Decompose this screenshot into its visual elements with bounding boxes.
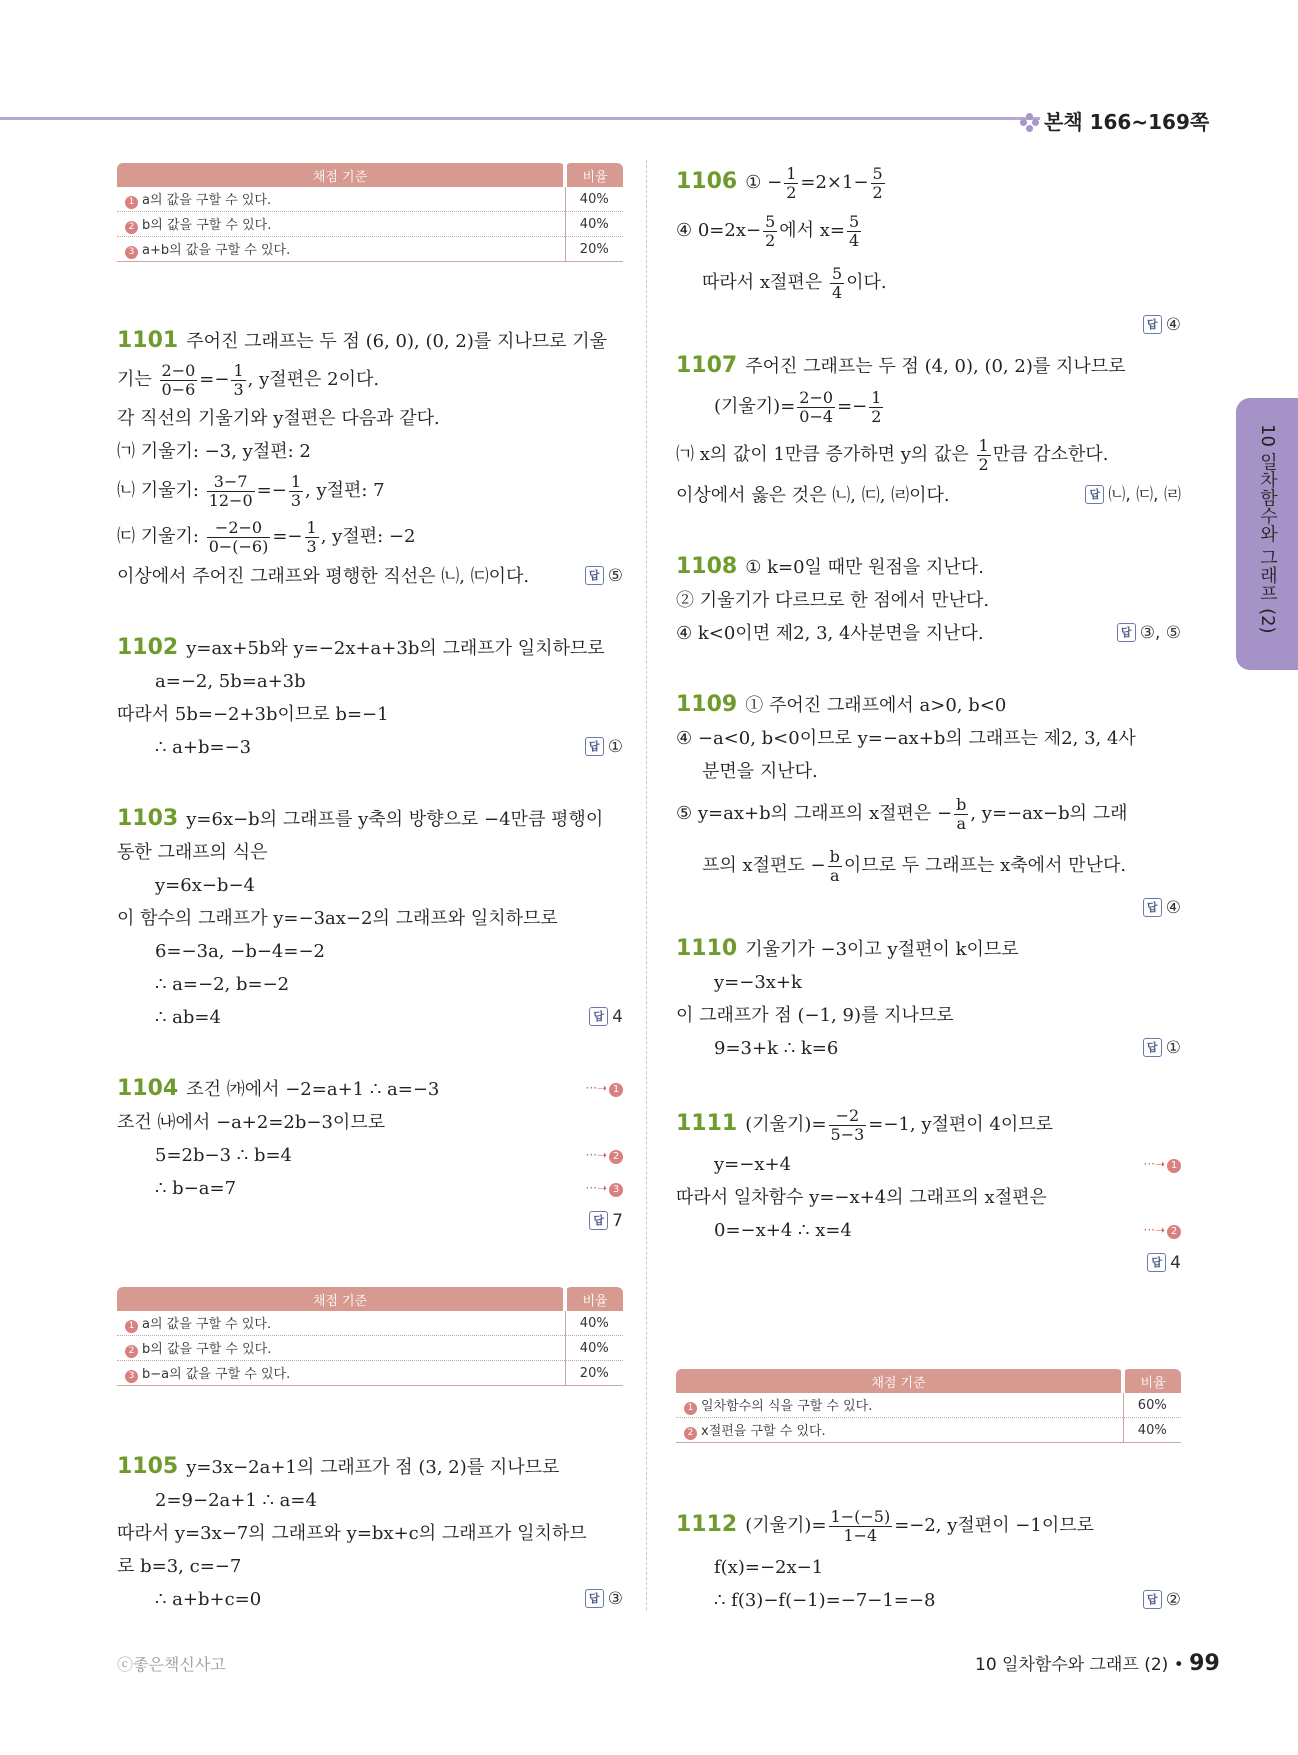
answer-icon: 답 bbox=[585, 737, 604, 756]
table-row: 3 a+b의 값을 구할 수 있다. 20% bbox=[117, 237, 623, 262]
step-marker: ···➝ 2 bbox=[1144, 1214, 1182, 1247]
problem-1105: 1105 y=3x−2a+1의 그래프가 점 (3, 2)를 지나므로 2=9−2a+1 ∴ a=4 따라서 y=3x−7의 그래프와 y=bx+c의 그래프가 일치하므 로 b=3, c=−7 ∴ a+b+c=0 답 ③ bbox=[117, 1450, 623, 1616]
table-header-ratio: 비율 bbox=[565, 163, 623, 187]
chapter-tab-label: 10 일차함수와 그래프 (2) bbox=[1257, 424, 1278, 634]
problem-1111: 1111 (기울기)= $\frac{-2}{5-3}$ =−1, y절편이 4이므로 y=−x+4 ···➝ 1 따라서 일차함수 y=−x+4의 그래프의 x절편은 0=−x+4 ∴ x=4 ···➝ 2 답 4 bbox=[676, 1101, 1181, 1247]
answer-1101: 답 ⑤ bbox=[585, 560, 623, 593]
problem-1108: 1108 ① k=0일 때만 원점을 지난다. ② 기울기가 다르므로 한 점에서 만난다. ④ k<0이면 제2, 3, 4사분면을 지난다. 답 ③, ⑤ bbox=[676, 550, 1181, 650]
grading-table-1111 bbox=[676, 1369, 1181, 1443]
flower-icon bbox=[1020, 113, 1040, 133]
table-row: 2 b의 값을 구할 수 있다. 40% bbox=[117, 212, 623, 237]
chapter-side-tab bbox=[1236, 398, 1298, 670]
table-row: 2 b의 값을 구할 수 있다. 40% bbox=[117, 1336, 623, 1361]
table-row: 1 일차함수의 식을 구할 수 있다. 60% bbox=[676, 1393, 1181, 1418]
answer-icon: 답 bbox=[585, 1589, 604, 1608]
table-row: 2 x절편을 구할 수 있다. 40% bbox=[676, 1418, 1181, 1443]
answer-icon: 답 bbox=[585, 566, 604, 585]
answer-icon: 답 bbox=[1147, 1253, 1166, 1272]
answer-1112: 답 ② bbox=[1143, 1584, 1181, 1617]
table-header-criterion: 채점 기준 bbox=[117, 1287, 565, 1311]
answer-1103: 답 4 bbox=[589, 1001, 623, 1034]
answer-1110: 답 ① bbox=[1143, 1032, 1181, 1065]
problem-1102: 1102 y=ax+5b와 y=−2x+a+3b의 그래프가 일치하므로 a=−2, 5b=a+3b 따라서 5b=−2+3b이므로 b=−1 ∴ a+b=−3 답 ① bbox=[117, 631, 623, 764]
problem-1101: 1101 주어진 그래프는 두 점 (6, 0), (0, 2)를 지나므로 기울 기는 $\frac{2-0}{0-6}$ =− $\frac{1}{3}$ , y절편은 2이다. 각 직선의 기울기와 y절편은 다음과 같다. ㈀ 기울기: −3, y절편: 2 ㈁ 기울기: $\frac{3-7}{12-0}$ =− $\frac{1}{3}$ , y절편: 7 ㈂ 기울기: $\frac{-2-0}{0-(-6)}$ =− $\frac{1}{3}$ , y절편: −2 이상에서 주어진 그래프와 평행한 직선은 ㈁, ㈂이다. 답 ⑤ bbox=[117, 324, 623, 593]
answer-icon: 답 bbox=[1117, 623, 1136, 642]
column-divider bbox=[646, 160, 647, 1610]
table-row: 1 a의 값을 구할 수 있다. 40% bbox=[117, 1311, 623, 1336]
step-marker: ···➝ 3 bbox=[586, 1172, 624, 1205]
answer-1108: 답 ③, ⑤ bbox=[1117, 617, 1181, 650]
problem-1112: 1112 (기울기)= $\frac{1-(-5)}{1-4}$ =−2, y절편이 −1이므로 f(x)=−2x−1 ∴ f(3)−f(−1)=−7−1=−8 답 ② bbox=[676, 1500, 1181, 1617]
header-page-ref: 본책 166~169쪽 bbox=[1020, 106, 1209, 135]
table-header-criterion: 채점 기준 bbox=[117, 163, 565, 187]
footer-chapter: 10 일차함수와 그래프 (2) • 99 bbox=[975, 1651, 1220, 1676]
answer-icon: 답 bbox=[1143, 898, 1162, 917]
right-column bbox=[676, 160, 1181, 1280]
problem-1107: 1107 주어진 그래프는 두 점 (4, 0), (0, 2)를 지나므로 (기울기)= $\frac{2-0}{0-4}$ =− $\frac{1}{2}$ ㈀ x의 값이 1만큼 증가하면 y의 값은 $\frac{1}{2}$ 만큼 감소한다. 이상에서 옳은 것은 ㈁, ㈂, ㈃이다. 답 ㈁, ㈂, ㈃ bbox=[676, 349, 1181, 512]
table-row: 3 b−a의 값을 구할 수 있다. 20% bbox=[117, 1361, 623, 1386]
answer-1109: 답 ④ bbox=[1143, 892, 1181, 925]
grading-table-1100 bbox=[117, 163, 623, 262]
problem-1106: 1106 ① − $\frac{1}{2}$ =2×1− $\frac{5}{2}$ ④ 0=2x− $\frac{5}{2}$ 에서 x= $\frac{5}{4}$ 따라서 x절편은 $\frac{5}{4}$ 이다. 답 ④ bbox=[676, 160, 1181, 309]
answer-1111: 답 4 bbox=[1147, 1247, 1181, 1280]
problem-1109: 1109 ① 주어진 그래프에서 a>0, b<0 ④ −a<0, b<0이므로 y=−ax+b의 그래프는 제2, 3, 4사 분면을 지난다. ⑤ y=ax+b의 그래프의 x절편은 − $\frac{b}{a}$ , y=−ax−b의 그래 프의 x절편도 − $\frac{b}{a}$ 이므로 두 그래프는 x축에서 만난다. 답 ④ bbox=[676, 688, 1181, 892]
problem-1110: 1110 기울기가 −3이고 y절편이 k이므로 y=−3x+k 이 그래프가 점 (−1, 9)를 지나므로 9=3+k ∴ k=6 답 ① bbox=[676, 932, 1181, 1065]
answer-icon: 답 bbox=[589, 1007, 608, 1026]
header-rule bbox=[0, 117, 1040, 120]
table-header-criterion: 채점 기준 bbox=[676, 1369, 1123, 1393]
answer-1102: 답 ① bbox=[585, 731, 623, 764]
grading-table-1104 bbox=[117, 1287, 623, 1386]
answer-icon: 답 bbox=[1143, 315, 1162, 334]
step-marker: ···➝ 1 bbox=[1144, 1148, 1182, 1181]
step-marker: ···➝ 1 bbox=[586, 1072, 624, 1105]
answer-1107: 답 ㈁, ㈂, ㈃ bbox=[1085, 479, 1181, 512]
answer-icon: 답 bbox=[1143, 1038, 1162, 1057]
page-number: 99 bbox=[1189, 1651, 1220, 1676]
answer-1105: 답 ③ bbox=[585, 1583, 623, 1616]
problem-1103: 1103 y=6x−b의 그래프를 y축의 방향으로 −4만큼 평행이 동한 그래프의 식은 y=6x−b−4 이 함수의 그래프가 y=−3ax−2의 그래프와 일치하므로 6=−3a, −b−4=−2 ∴ a=−2, b=−2 ∴ ab=4 답 4 bbox=[117, 802, 623, 1034]
answer-icon: 답 bbox=[589, 1211, 608, 1230]
publisher-copyright: ⓒ좋은책신사고 bbox=[117, 1655, 226, 1674]
answer-1106: 답 ④ bbox=[1143, 309, 1181, 342]
answer-1104: 답 7 bbox=[589, 1205, 623, 1238]
table-row: 1 a의 값을 구할 수 있다. 40% bbox=[117, 187, 623, 212]
table-header-ratio: 비율 bbox=[565, 1287, 623, 1311]
table-header-ratio: 비율 bbox=[1123, 1369, 1181, 1393]
step-marker: ···➝ 2 bbox=[586, 1139, 624, 1172]
answer-icon: 답 bbox=[1143, 1590, 1162, 1609]
left-column bbox=[117, 324, 623, 1238]
problem-1104: 1104 조건 ㈎에서 −2=a+1 ∴ a=−3 ···➝ 1 조건 ㈏에서 −a+2=2b−3이므로 5=2b−3 ∴ b=4 ···➝ 2 ∴ b−a=7 ···➝ 3 답 7 bbox=[117, 1072, 623, 1205]
answer-icon: 답 bbox=[1085, 485, 1104, 504]
